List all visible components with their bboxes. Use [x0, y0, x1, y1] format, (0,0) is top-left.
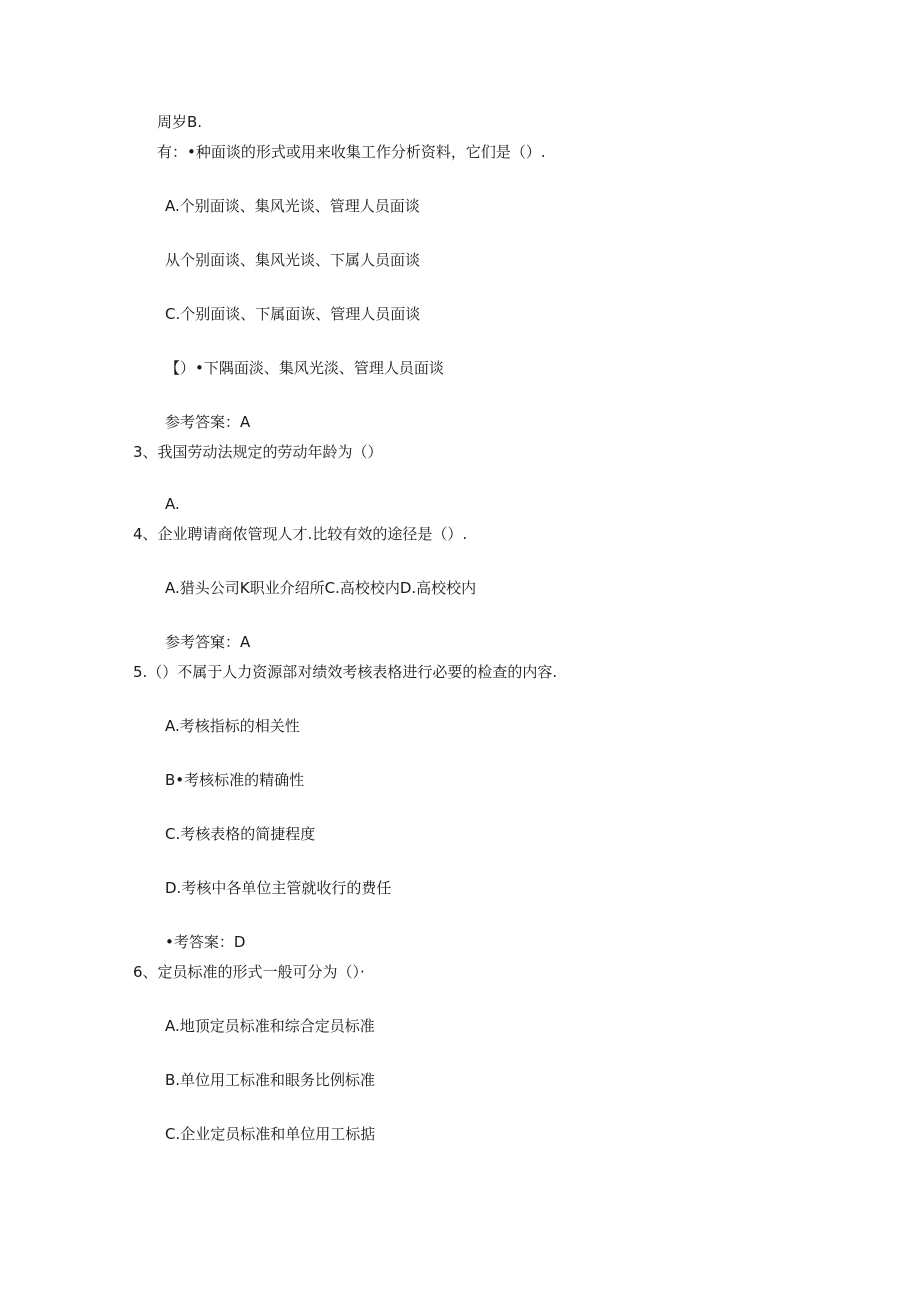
option-c: C.个别面谈、下属面诙、管理人员面谈	[165, 305, 421, 323]
option-a: A.地顶定员标准和综合定员标准	[165, 1017, 375, 1035]
option-b: B.单位用工标准和眼务比例标准	[165, 1071, 376, 1089]
reference-answer: 参考答窠：A	[165, 633, 251, 651]
options-line: A.猎头公司K职业介绍所C.高校校内D.高校校内	[165, 579, 477, 597]
reference-answer: •考答案：D	[165, 933, 246, 951]
option-a: A.	[165, 495, 180, 513]
text-line: 周岁B.	[157, 113, 203, 131]
option-d: 【）•下隅面淡、集风光淡、管理人员面谈	[165, 359, 444, 377]
question-3: 3、我国劳动法规定的劳动年龄为（）	[133, 443, 383, 461]
option-a: A.个别面谈、集风光谈、管理人员面谈	[165, 197, 420, 215]
option-c: C.考核表格的简捷程度	[165, 825, 316, 843]
option-c: C.企业定员标准和单位用工标掂	[165, 1125, 376, 1143]
question-6: 6、定员标准的形式一般可分为（）·	[133, 963, 365, 981]
question-4: 4、企业聘请商侬管现人才.比较有效的途径是（）.	[133, 525, 468, 543]
option-a: A.考核指标的相关性	[165, 717, 300, 735]
question-5: 5.（）不属于人力资源部对绩效考核表格进行必要的检查的内容.	[133, 663, 558, 681]
option-d: D.考核中各单位主管就收行的费任	[165, 879, 392, 897]
reference-answer: 参考答案：A	[165, 413, 251, 431]
question-stem: 有：•种面谈的形式或用来收集工作分析资料，它们是（）.	[157, 143, 546, 161]
option-b: 从个别面谈、集风光谈、下属人员面谈	[165, 251, 421, 269]
option-b: B•考核标准的精确性	[165, 771, 305, 789]
